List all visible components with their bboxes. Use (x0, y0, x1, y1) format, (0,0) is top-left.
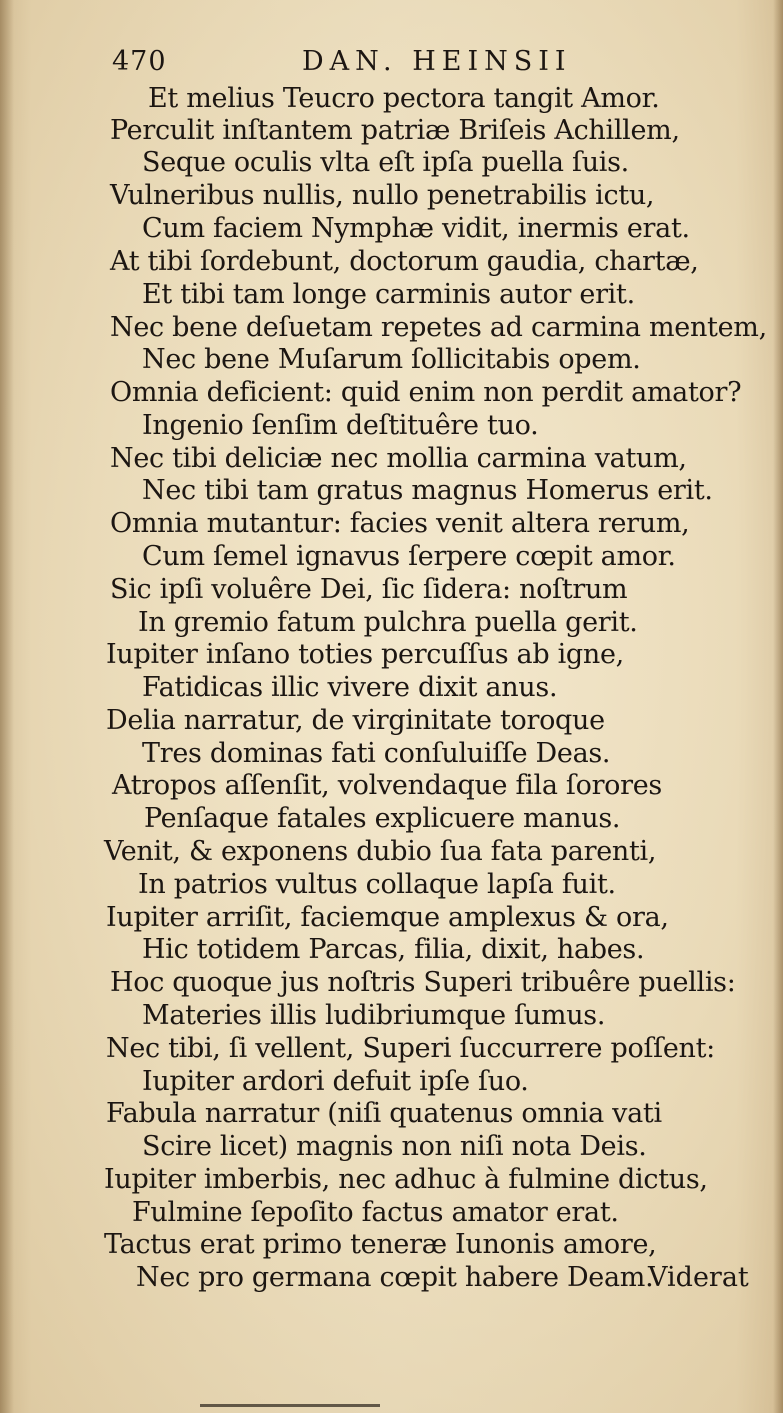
verse-line: Tres dominas fati conſuluiſſe Deas. (142, 738, 611, 769)
verse-line: Sic ipſi voluêre Dei, ſic ſidera: noſtrum (110, 574, 628, 605)
verse-line: Iupiter imberbis, nec adhuc à fulmine dictus, (104, 1164, 708, 1195)
verse-line: Iupiter inſano toties percuſſus ab igne, (106, 639, 624, 670)
catchword: Viderat (648, 1262, 749, 1293)
verse-line: Et tibi tam longe carminis autor erit. (142, 279, 635, 310)
verse-line: Seque oculis vlta eſt ipſa puella ſuis. (142, 147, 629, 178)
verse-line: In patrios vultus collaque lapſa fuit. (138, 869, 616, 900)
verse-line: Atropos aſſenſit, volvendaque fila ſorores (112, 770, 662, 801)
verse-line: Nec pro germana cœpit habere Deam. (136, 1262, 654, 1293)
running-head: DAN. HEINSII (302, 46, 572, 77)
verse-line: Ingenio ſenſim deſtituêre tuo. (142, 410, 539, 441)
verse-line: Scire licet) magnis non niſi nota Deis. (142, 1131, 647, 1162)
verse-line: Penſaque fatales explicuere manus. (144, 803, 621, 834)
verse-line: Delia narratur, de virginitate toroque (106, 705, 605, 736)
page-left-shadow (0, 0, 14, 1413)
verse-line: Fulmine ſepoſito factus amator erat. (132, 1197, 619, 1228)
verse-line: Iupiter arriſit, faciemque amplexus & ora, (106, 902, 669, 933)
page-number: 470 (112, 46, 167, 77)
verse-line: In gremio fatum pulchra puella gerit. (138, 607, 638, 638)
verse-line: Materies illis ludibriumque ſumus. (142, 1000, 606, 1031)
bottom-rule (200, 1404, 380, 1407)
page-header (112, 44, 672, 84)
verse-line: Fabula narratur (niſi quatenus omnia vati (106, 1098, 662, 1129)
verse-line: Vulneribus nullis, nullo penetrabilis ictu, (110, 180, 655, 211)
verse-line: Iupiter ardori defuit ipſe ſuo. (142, 1066, 529, 1097)
verse-line: Tactus erat primo teneræ Iunonis amore, (104, 1229, 657, 1260)
verse-line: Nec tibi tam gratus magnus Homerus erit. (142, 475, 713, 506)
verse-line: Perculit inſtantem patriæ Briſeis Achillem, (110, 115, 680, 146)
verse-line: Nec bene Muſarum ſollicitabis opem. (142, 344, 641, 375)
verse-line: Fatidicas illic vivere dixit anus. (142, 672, 558, 703)
verse-line: Hoc quoque jus noſtris Superi tribuêre puellis: (110, 967, 736, 998)
page-right-shadow (773, 0, 783, 1413)
verse-line: Et melius Teucro pectora tangit Amor. (148, 83, 660, 114)
verse-line: Nec bene deſuetam repetes ad carmina mentem, (110, 312, 767, 343)
verse-line: Hic totidem Parcas, filia, dixit, habes. (142, 934, 645, 965)
verse-line: At tibi ſordebunt, doctorum gaudia, chartæ, (110, 246, 699, 277)
verse-line: Omnia mutantur: facies venit altera rerum, (110, 508, 690, 539)
verse-line: Omnia deficient: quid enim non perdit amator? (110, 377, 742, 408)
verse-line: Nec tibi, ſi vellent, Superi ſuccurrere poſſent: (106, 1033, 715, 1064)
verse-line: Venit, & exponens dubio ſua fata parenti, (104, 836, 657, 867)
verse-line: Cum faciem Nymphæ vidit, inermis erat. (142, 213, 690, 244)
verse-line: Cum ſemel ignavus ſerpere cœpit amor. (142, 541, 676, 572)
verse-line: Nec tibi deliciæ nec mollia carmina vatum, (110, 443, 687, 474)
